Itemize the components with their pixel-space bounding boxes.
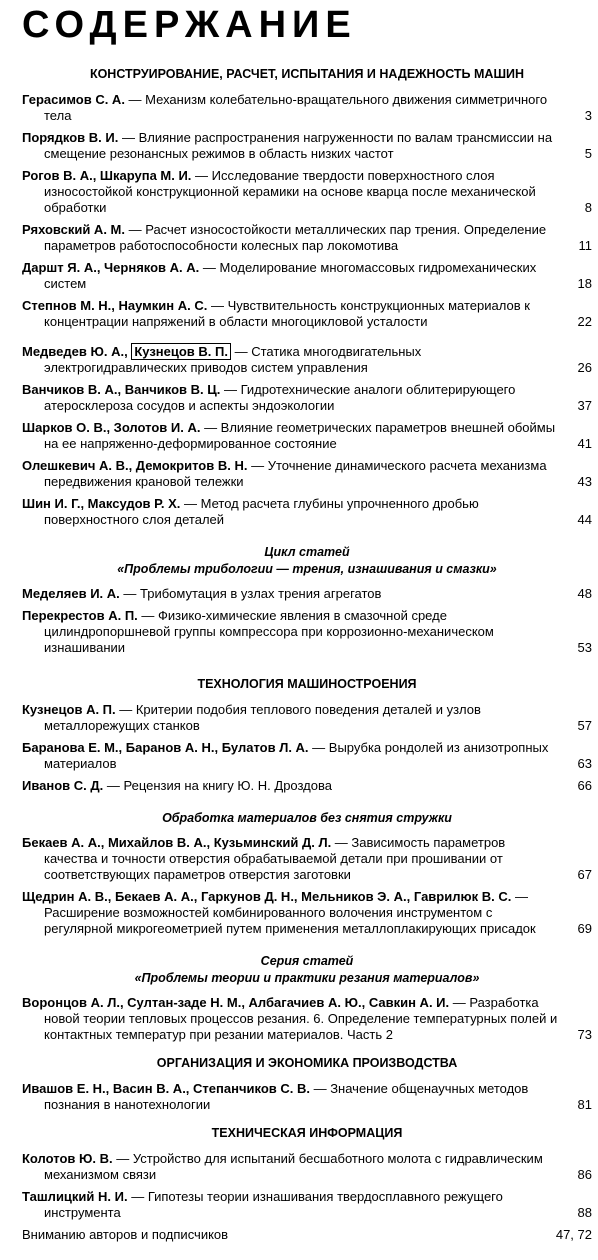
toc-entry <box>22 344 592 376</box>
series-heading-line1: Цикл статей <box>264 545 350 559</box>
toc-footer-entry <box>22 1227 592 1243</box>
toc-entry <box>22 995 592 1043</box>
entry-title: — Рецензия на книгу Ю. Н. Дроздова <box>103 778 332 793</box>
entry-authors: Бекаев А. А., Михайлов В. А., Кузьминский Д. Л. <box>22 835 332 850</box>
entry-title: — Влияние распространения нагруженности по валам трансмиссии на смещение резонансных режимов в область низких частот <box>44 130 553 161</box>
toc-entry <box>22 702 592 734</box>
entry-authors: Ташлицкий Н. И. <box>22 1189 128 1204</box>
entry-title: — Зависимость параметров качества и точности отверстия обрабатываемой детали при прошивании от соответствующих параметров отверстия заготовки <box>44 835 506 882</box>
entry-title: — Устройство для испытаний бесшаботного молота с гидравлическим механизмом связи <box>44 1151 543 1182</box>
entry-page: 66 <box>575 778 592 794</box>
entry-page: 8 <box>582 200 592 216</box>
entry-page: 18 <box>575 276 592 292</box>
entry-title: — Исследование твердости поверхностного слоя износостойкой конструкционной керамики на основе кварца после механической обработки <box>44 168 536 215</box>
entry-authors: Даршт Я. А., Черняков А. А. <box>22 260 200 275</box>
entry-page: 44 <box>575 512 592 528</box>
section-heading: ТЕХНОЛОГИЯ МАШИНОСТРОЕНИЯ <box>197 677 417 691</box>
entry-title: — Влияние геометрических параметров внешней обоймы на ее напряженно-деформированное состояние <box>44 420 556 451</box>
toc-entry <box>22 778 592 794</box>
toc-entry <box>22 608 592 656</box>
entry-page: 57 <box>575 718 592 734</box>
entry-authors: Щедрин А. В., Бекаев А. А., Гаркунов Д. Н., Мельников Э. А., Гаврилюк В. С. <box>22 889 512 904</box>
entry-title: — Расширение возможностей комбинированного волочения инструментом с регулярной микрогеометрией путем применения металлоплакирующих присадок <box>44 889 536 936</box>
entry-authors: Ванчиков В. А., Ванчиков В. Ц. <box>22 382 221 397</box>
toc-entry <box>22 1081 592 1113</box>
page-title: СОДЕРЖАНИЕ <box>22 4 357 46</box>
entry-title: — Трибомутация в узлах трения агрегатов <box>119 586 382 601</box>
footer-page: 47, 72 <box>553 1227 592 1243</box>
entry-authors: Шин И. Г., Максудов Р. Х. <box>22 496 181 511</box>
entry-page: 48 <box>575 586 592 602</box>
entry-title: — Критерии подобия теплового поведения деталей и узлов металлорежущих станков <box>44 702 481 733</box>
entry-authors: Перекрестов А. П. <box>22 608 138 623</box>
entry-title: — Расчет износостойкости металлических пар трения. Определение параметров работоспособности колесных пар локомотива <box>44 222 547 253</box>
section-heading: ТЕХНИЧЕСКАЯ ИНФОРМАЦИЯ <box>211 1126 403 1140</box>
entry-title: — Уточнение динамического расчета механизма передвижения крановой тележки <box>44 458 547 489</box>
entry-title: — Физико-химические явления в смазочной среде цилиндропоршневой группы компрессора при коррозионно-механическом изнашивании <box>44 608 494 655</box>
entry-page: 53 <box>575 640 592 656</box>
toc-entry <box>22 1151 592 1183</box>
entry-authors: Степнов М. Н., Наумкин А. С. <box>22 298 208 313</box>
entry-title: — Механизм колебательно-вращательного движения симметричного тела <box>44 92 548 123</box>
toc-entry <box>22 835 592 883</box>
footer-text: Вниманию авторов и подписчиков <box>22 1227 229 1242</box>
entry-authors: Иванов С. Д. <box>22 778 104 793</box>
entry-page: 67 <box>575 867 592 883</box>
entry-page: 26 <box>575 360 592 376</box>
toc-entry <box>22 130 592 162</box>
entry-page: 69 <box>575 921 592 937</box>
toc-entry <box>22 1189 592 1221</box>
series-heading-line1: Серия статей <box>260 954 354 968</box>
toc-entry <box>22 740 592 772</box>
entry-page: 81 <box>575 1097 592 1113</box>
series-heading <box>22 544 592 578</box>
entry-authors: Колотов Ю. В. <box>22 1151 113 1166</box>
entry-page: 43 <box>575 474 592 490</box>
entry-page: 5 <box>582 146 592 162</box>
toc-entry <box>22 168 592 216</box>
entry-title: — Гипотезы теории изнашивания твердосплавного режущего инструмента <box>44 1189 503 1220</box>
entry-authors: Порядков В. И. <box>22 130 119 145</box>
section-heading: КОНСТРУИРОВАНИЕ, РАСЧЕТ, ИСПЫТАНИЯ И НАДЕЖНОСТЬ МАШИН <box>89 67 525 81</box>
entry-title: — Метод расчета глубины упрочненного дробью поверхностного слоя деталей <box>44 496 479 527</box>
entry-page: 86 <box>575 1167 592 1183</box>
entry-authors: Олешкевич А. В., Демокритов В. Н. <box>22 458 248 473</box>
entry-authors: Кузнецов А. П. <box>22 702 116 717</box>
entry-authors: Воронцов А. Л., Султан-заде Н. М., Албагачиев А. Ю., Савкин А. И. <box>22 995 450 1010</box>
boxed-author: Кузнецов В. П. <box>131 343 231 360</box>
entry-title: — Вырубка рондолей из анизотропных материалов <box>44 740 549 771</box>
entry-page: 22 <box>575 314 592 330</box>
entry-authors: Медведев Ю. А., <box>22 344 128 359</box>
entry-title: — Моделирование многомассовых гидромеханических систем <box>44 260 537 291</box>
entry-title: — Гидротехнические аналоги облитерирующего атеросклероза сосудов и аспекты эндоэкологии <box>44 382 516 413</box>
entry-title: — Значение общенаучных методов познания в нанотехнологии <box>44 1081 529 1112</box>
toc-entry <box>22 496 592 528</box>
toc-entry <box>22 222 592 254</box>
entry-authors: Меделяев И. А. <box>22 586 120 601</box>
section-heading: ОРГАНИЗАЦИЯ И ЭКОНОМИКА ПРОИЗВОДСТВА <box>156 1056 458 1070</box>
entry-page: 41 <box>575 436 592 452</box>
entry-title: — Разработка новой теории тепловых процессов резания. 6. Определение температурных полей и контактных температур при резании материалов. Часть 2 <box>44 995 558 1042</box>
entry-authors: Ряховский А. М. <box>22 222 125 237</box>
entry-authors: Баранова Е. М., Баранов А. Н., Булатов Л. А. <box>22 740 309 755</box>
toc-entry <box>22 382 592 414</box>
entry-title: — Статика многодвигательных электрогидравлических приводов систем управления <box>44 344 422 375</box>
series-heading-line2: «Проблемы теории и практики резания материалов» <box>134 971 480 985</box>
subsection-heading: Обработка материалов без снятия стружки <box>162 811 452 825</box>
entry-page: 88 <box>575 1205 592 1221</box>
entry-authors: Рогов В. А., Шкарупа М. И. <box>22 168 192 183</box>
toc-entry <box>22 420 592 452</box>
toc-entry <box>22 260 592 292</box>
series-heading <box>22 953 592 987</box>
toc-entry <box>22 586 592 602</box>
entry-authors: Ивашов Е. Н., Васин В. А., Степанчиков С. В. <box>22 1081 310 1096</box>
entry-page: 3 <box>582 108 592 124</box>
toc-entry <box>22 458 592 490</box>
entry-authors: Шарков О. В., Золотов И. А. <box>22 420 201 435</box>
entry-page: 11 <box>576 238 593 254</box>
entry-page: 37 <box>575 398 592 414</box>
entry-page: 63 <box>575 756 592 772</box>
entry-title: — Чувствительность конструкционных материалов к концентрации напряжений в области многоцикловой усталости <box>44 298 530 329</box>
series-heading-line2: «Проблемы трибологии — трения, изнашивания и смазки» <box>117 562 497 576</box>
entry-authors: Герасимов С. А. <box>22 92 125 107</box>
toc-entry <box>22 92 592 124</box>
toc-entry <box>22 889 592 937</box>
toc-entry <box>22 298 592 330</box>
entry-page: 73 <box>575 1027 592 1043</box>
